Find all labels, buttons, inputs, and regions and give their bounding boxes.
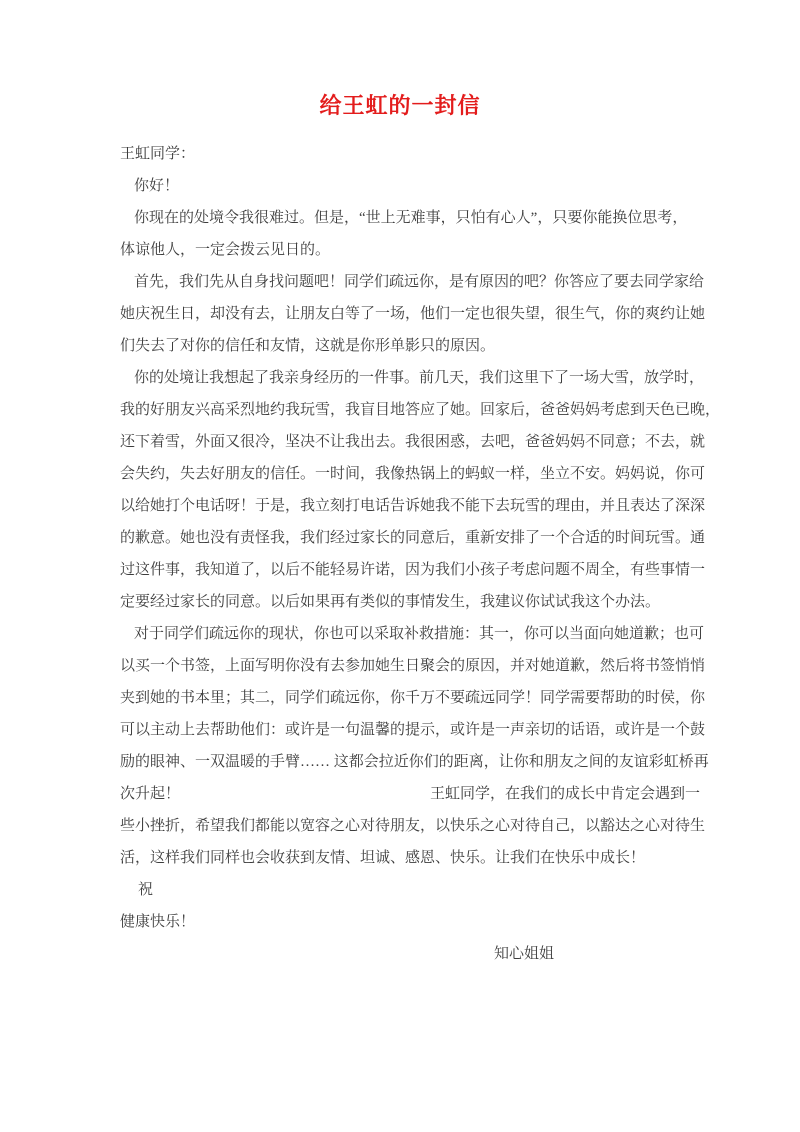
letter-line: 的歉意。她也没有责怪我，我们经过家长的同意后，重新安排了一个合适的时间玩雪。通 xyxy=(120,530,706,546)
letter-line: 活，这样我们同样也会收获到友情、坦诚、感恩、快乐。让我们在快乐中成长！ xyxy=(120,850,646,866)
paragraph-break-line xyxy=(120,778,700,810)
letter-line: 以给她打个电话呀！于是，我立刻打电话告诉她我不能下去玩雪的理由，并且表达了深深 xyxy=(120,498,706,514)
letter-line: 夹到她的书本里；其二，同学们疏远你，你千万不要疏远同学！同学需要帮助的时侯，你 xyxy=(120,690,706,706)
letter-title: 给王虹的一封信 xyxy=(319,93,481,118)
letter-line: 体谅他人，一定会拨云见日的。 xyxy=(120,242,331,258)
letter-body xyxy=(120,138,721,970)
letter-line: 会失约，失去好朋友的信任。一时间，我像热锅上的蚂蚁一样，坐立不安。妈妈说，你可 xyxy=(120,466,706,482)
letter-line: 们失去了对你的信任和友情，这就是你形单影只的原因。 xyxy=(120,338,496,354)
letter-line: 励的眼神、一双温暖的手臂…… 这都会拉近你们的距离，让你和朋友之间的友谊彩虹桥再 xyxy=(120,754,709,770)
letter-line: 可以主动上去帮助他们：或许是一句温馨的提示，或许是一声亲切的话语，或许是一个鼓 xyxy=(120,722,706,738)
wish-lead: 祝 xyxy=(138,882,154,898)
letter-line: 定要经过家长的同意。以后如果再有类似的事情发生，我建议你试试我这个办法。 xyxy=(120,594,661,610)
greeting: 你好！ xyxy=(134,178,180,194)
letter-line: 首先，我们先从自身找问题吧！同学们疏远你，是有原因的吧？你答应了要去同学家给 xyxy=(134,274,705,290)
letter-line: 你现在的处境令我很难过。但是，“世上无难事，只怕有心人”，只要你能换位思考， xyxy=(134,210,688,226)
paragraph-start-text: 王虹同学，在我们的成长中肯定会遇到一 xyxy=(429,786,700,802)
salutation: 王虹同学： xyxy=(120,146,196,162)
letter-line: 我的好朋友兴高采烈地约我玩雪，我盲目地答应了她。回家后，爸爸妈妈考虑到天色已晚， xyxy=(120,402,721,418)
letter-line: 还下着雪，外面又很冷，坚决不让我出去。我很困惑，去吧，爸爸妈妈不同意；不去，就 xyxy=(120,434,706,450)
letter-line: 些小挫折，希望我们都能以宽容之心对待朋友，以快乐之心对待自己，以豁达之心对待生 xyxy=(120,818,706,834)
signature: 知心姐姐 xyxy=(494,946,555,962)
letter-line: 以买一个书签，上面写明你没有去参加她生日聚会的原因，并对她道歉，然后将书签悄悄 xyxy=(120,658,706,674)
letter-line: 她庆祝生日，却没有去，让朋友白等了一场，他们一定也很失望，很生气，你的爽约让她 xyxy=(120,306,706,322)
letter-line: 你的处境让我想起了我亲身经历的一件事。前几天，我们这里下了一场大雪，放学时， xyxy=(134,370,705,386)
paragraph-end-text: 次升起！ xyxy=(120,786,181,802)
wish: 健康快乐！ xyxy=(120,914,196,930)
letter-line: 对于同学们疏远你的现状，你也可以采取补救措施：其一，你可以当面向她道歉；也可 xyxy=(134,626,705,642)
letter-line: 过这件事，我知道了，以后不能轻易许诺，因为我们小孩子考虑问题不周全，有些事情一 xyxy=(120,562,706,578)
